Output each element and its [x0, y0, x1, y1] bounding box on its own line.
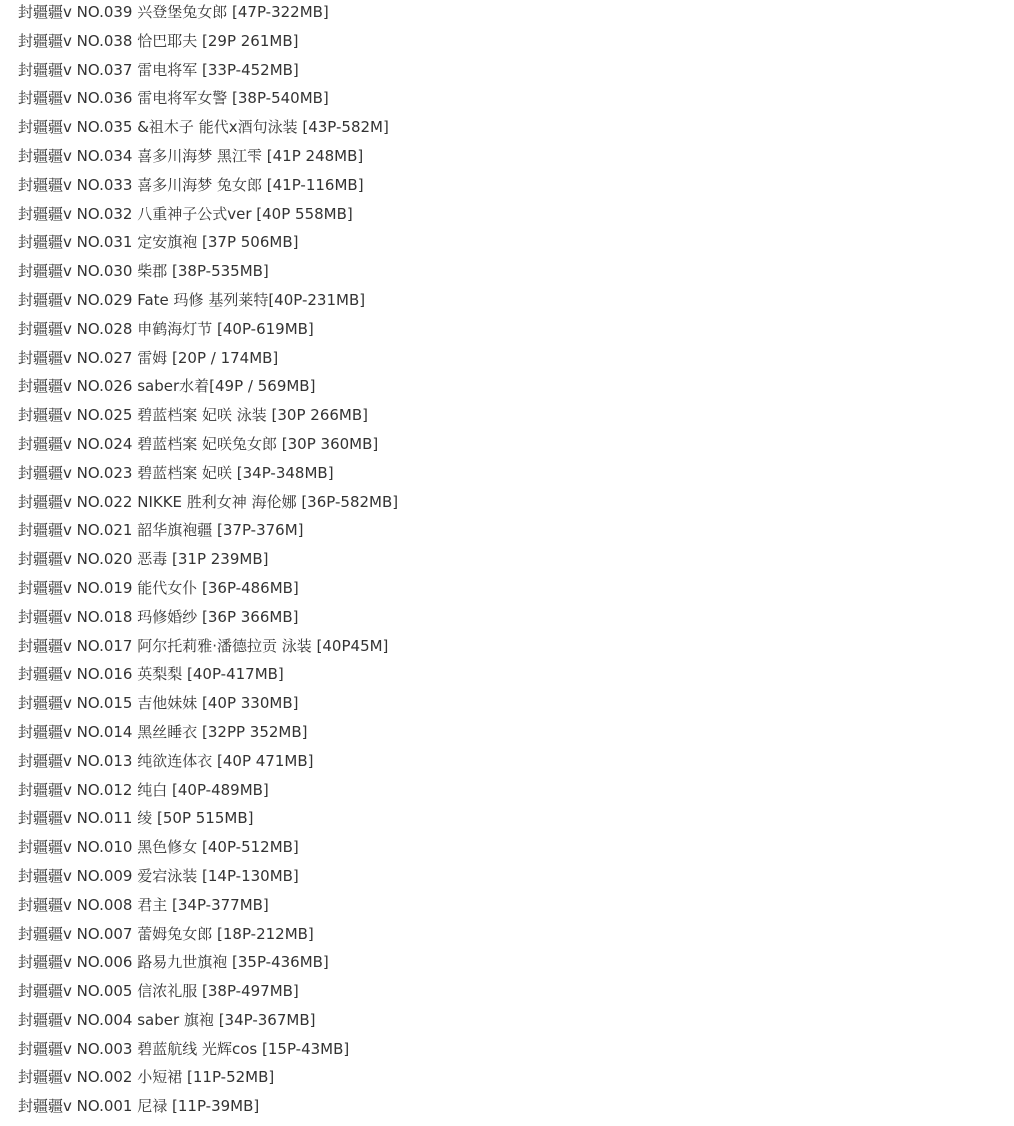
list-item: 封疆疆v NO.022 NIKKE 胜利女神 海伦娜 [36P-582MB] [18, 492, 399, 511]
list-item: 封疆疆v NO.034 喜多川海梦 黑江雫 [41P 248MB] [18, 146, 364, 165]
list-item: 封疆疆v NO.010 黑色修女 [40P-512MB] [18, 838, 299, 857]
list-item: 封疆疆v NO.029 Fate 玛修 基列莱特[40P-231MB] [18, 290, 366, 309]
list-item: 封疆疆v NO.017 阿尔托莉雅·潘德拉贡 泳装 [40P45M] [18, 636, 389, 655]
list-item: 封疆疆v NO.030 柴郡 [38P-535MB] [18, 262, 269, 281]
list-item: 封疆疆v NO.012 纯白 [40P-489MB] [18, 780, 269, 799]
list-item: 封疆疆v NO.015 吉他妹妹 [40P 330MB] [18, 694, 299, 713]
list-item: 封疆疆v NO.018 玛修婚纱 [36P 366MB] [18, 607, 299, 626]
list-item: 封疆疆v NO.003 碧蓝航线 光辉cos [15P-43MB] [18, 1039, 350, 1058]
list-item: 封疆疆v NO.027 雷姆 [20P / 174MB] [18, 348, 279, 367]
list-item: 封疆疆v NO.006 路易九世旗袍 [35P-436MB] [18, 953, 329, 972]
item-list [18, 0, 398, 1123]
list-item: 封疆疆v NO.038 恰巴耶夫 [29P 261MB] [18, 31, 299, 50]
list-item: 封疆疆v NO.009 爱宕泳装 [14P-130MB] [18, 866, 299, 885]
list-item: 封疆疆v NO.025 碧蓝档案 妃咲 泳装 [30P 266MB] [18, 406, 369, 425]
list-item: 封疆疆v NO.001 尼禄 [11P-39MB] [18, 1097, 260, 1116]
list-item: 封疆疆v NO.026 saber水着[49P / 569MB] [18, 377, 316, 396]
list-item: 封疆疆v NO.036 雷电将军女警 [38P-540MB] [18, 89, 329, 108]
list-item: 封疆疆v NO.028 申鹤海灯节 [40P-619MB] [18, 319, 314, 338]
list-item: 封疆疆v NO.033 喜多川海梦 兔女郎 [41P-116MB] [18, 175, 364, 194]
list-item: 封疆疆v NO.007 蕾姆兔女郎 [18P-212MB] [18, 924, 314, 943]
list-item: 封疆疆v NO.032 八重神子公式ver [40P 558MB] [18, 204, 353, 223]
list-item: 封疆疆v NO.031 定安旗袍 [37P 506MB] [18, 233, 299, 252]
list-item: 封疆疆v NO.037 雷电将军 [33P-452MB] [18, 60, 299, 79]
list-item: 封疆疆v NO.016 英梨梨 [40P-417MB] [18, 665, 284, 684]
list-item: 封疆疆v NO.035 &祖木子 能代x酒句泳装 [43P-582M] [18, 118, 389, 137]
list-item: 封疆疆v NO.023 碧蓝档案 妃咲 [34P-348MB] [18, 463, 334, 482]
list-item: 封疆疆v NO.024 碧蓝档案 妃咲兔女郎 [30P 360MB] [18, 434, 379, 453]
list-item: 封疆疆v NO.020 恶毒 [31P 239MB] [18, 550, 269, 569]
list-item: 封疆疆v NO.011 绫 [50P 515MB] [18, 809, 254, 828]
list-item: 封疆疆v NO.008 君主 [34P-377MB] [18, 895, 269, 914]
list-item: 封疆疆v NO.019 能代女仆 [36P-486MB] [18, 578, 299, 597]
list-item: 封疆疆v NO.014 黑丝睡衣 [32PP 352MB] [18, 722, 308, 741]
list-item: 封疆疆v NO.039 兴登堡兔女郎 [47P-322MB] [18, 3, 329, 21]
list-item: 封疆疆v NO.021 韶华旗袍疆 [37P-376M] [18, 521, 304, 540]
list-item: 封疆疆v NO.004 saber 旗袍 [34P-367MB] [18, 1010, 316, 1029]
list-item: 封疆疆v NO.005 信浓礼服 [38P-497MB] [18, 982, 299, 1001]
list-item: 封疆疆v NO.002 小短裙 [11P-52MB] [18, 1068, 275, 1087]
list-item: 封疆疆v NO.013 纯欲连体衣 [40P 471MB] [18, 751, 314, 770]
